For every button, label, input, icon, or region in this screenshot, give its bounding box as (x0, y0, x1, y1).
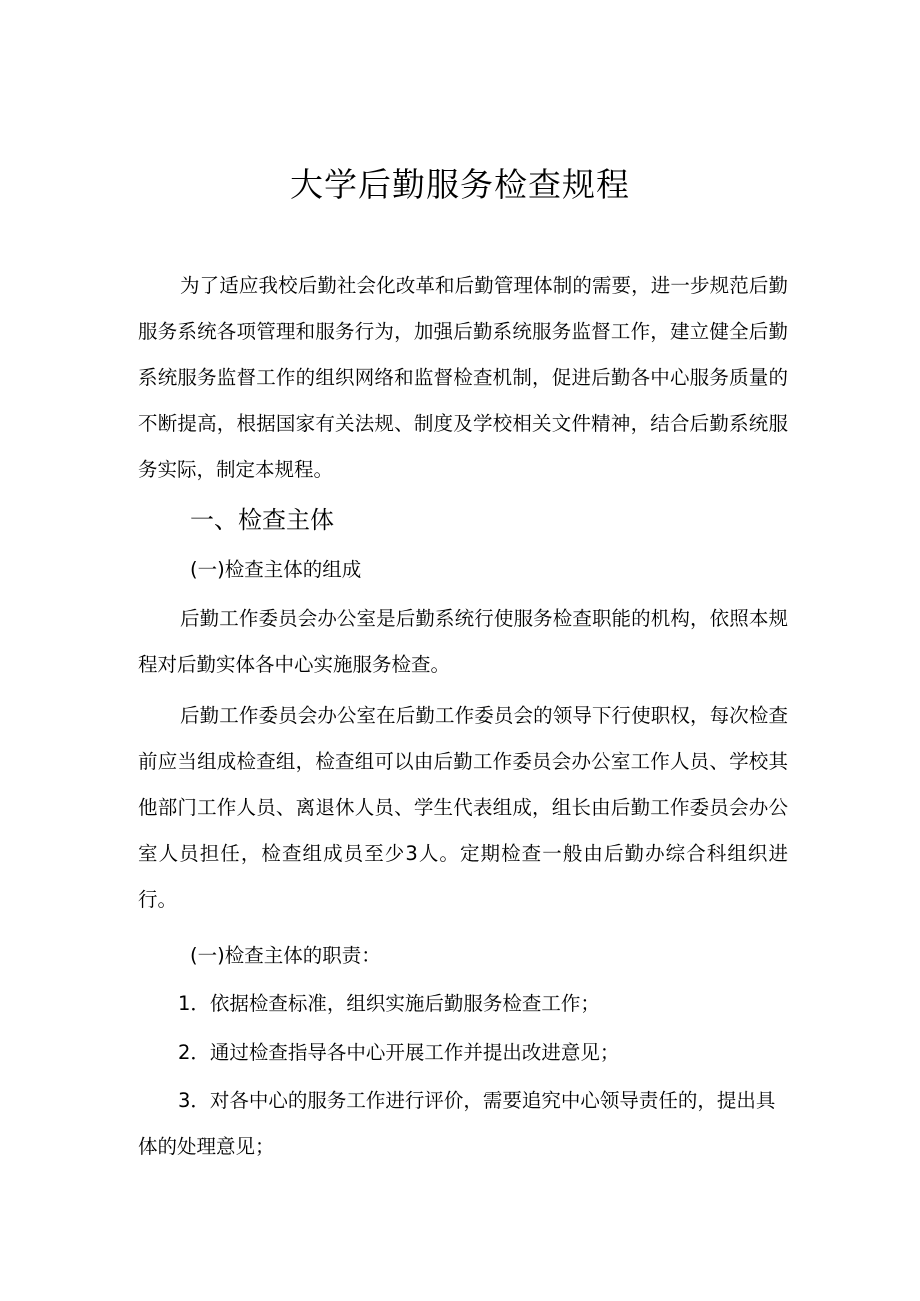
intro-paragraph: 为了适应我校后勤社会化改革和后勤管理体制的需要，进一步规范后勤服务系统各项管理和服务行为，加强后勤系统服务监督工作，建立健全后勤系统服务监督工作的组织网络和监督检查机制，促进后勤各中心服务质量的不断提高，根据国家有关法规、制度及学校相关文件精神，结合后勤系统服务实际，制定本规程。 (138, 274, 788, 481)
subsection-heading-duties: (一)检查主体的职责： (190, 944, 381, 967)
composition-paragraph-1: 后勤工作委员会办公室是后勤系统行使服务检查职能的机构，依照本规程对后勤实体各中心实施服务检查。 (138, 607, 788, 676)
composition-paragraph-2: 后勤工作委员会办公室在后勤工作委员会的领导下行使职权，每次检查前应当组成检查组，检查组可以由后勤工作委员会办公室工作人员、学校其他部门工作人员、离退休人员、学生代表组成，组长由后勤工作委员会办公室人员担任，检查组成员至少3人。定期检查一般由后勤办综合科组织进行。 (138, 704, 788, 911)
document-title: 大学后勤服务检查规程 (290, 165, 630, 204)
duty-item-3: 3．对各中心的服务工作进行评价，需要追究中心领导责任的，提出具体的处理意见； (138, 1089, 776, 1158)
section-heading-inspection-subject: 一、检查主体 (190, 506, 334, 534)
duty-item-2: 2．通过检查指导各中心开展工作并提出改进意见； (178, 1041, 620, 1064)
subsection-heading-composition: (一)检查主体的组成 (190, 558, 362, 581)
duty-item-1: 1．依据检查标准，组织实施后勤服务检查工作； (178, 992, 600, 1015)
